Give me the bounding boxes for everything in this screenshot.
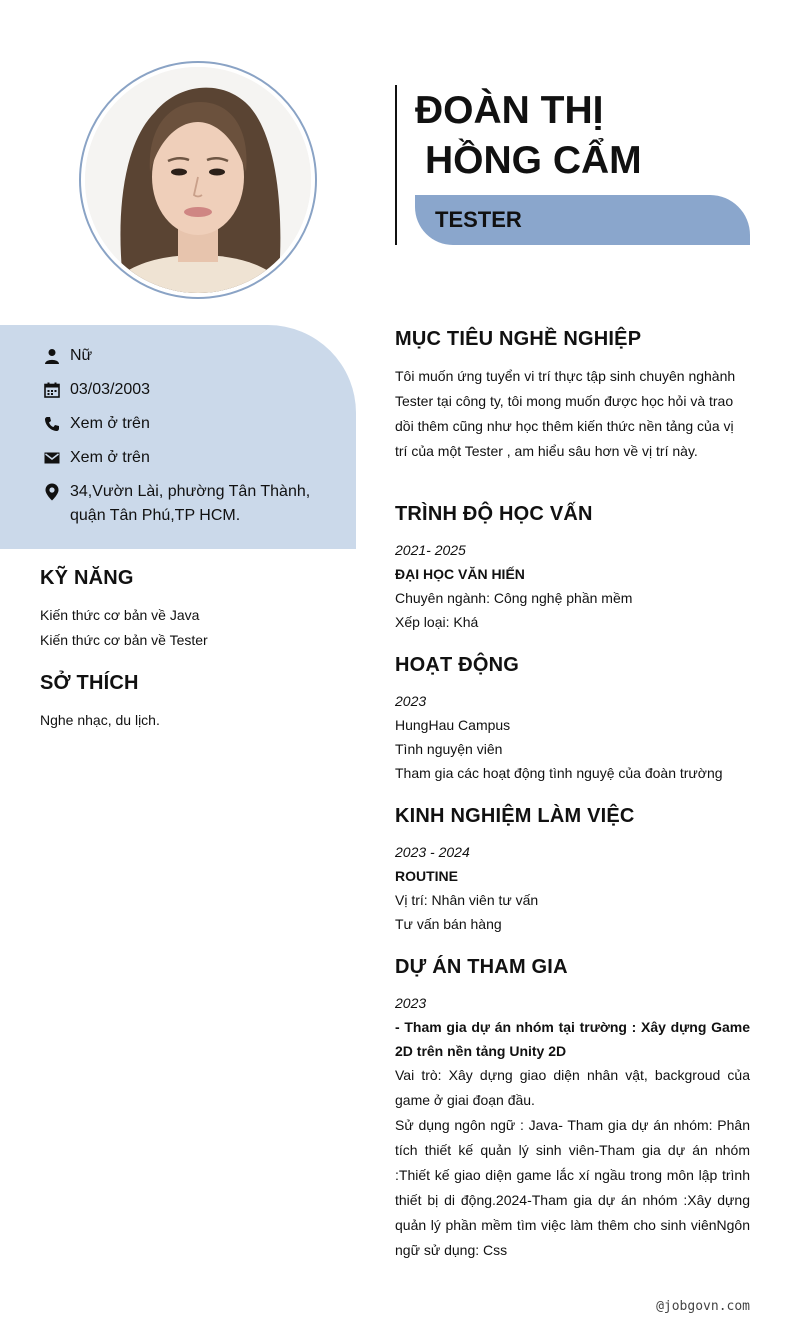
email-text: Xem ở trên: [70, 449, 150, 466]
projects-year: 2023: [395, 995, 427, 1011]
contact-birthday: [43, 378, 330, 402]
experience-company: ROUTINE: [395, 868, 458, 884]
calendar-icon: [43, 378, 61, 402]
experience-position: Vị trí: Nhân viên tư vấn: [395, 892, 539, 908]
experience-desc: Tư vấn bán hàng: [395, 916, 502, 932]
experience-title: KINH NGHIỆM LÀM VIỆC: [395, 805, 635, 827]
portrait-illustration: [85, 67, 311, 293]
avatar: [85, 67, 311, 293]
education-rank: Xếp loại: Khá: [395, 614, 479, 630]
hobbies-title: SỞ THÍCH: [40, 672, 139, 694]
candidate-name: [415, 86, 642, 186]
avatar-frame: [79, 61, 317, 299]
skill-item: Kiến thức cơ bản về Tester: [40, 632, 208, 648]
name-line-2: HỒNG CẨM: [425, 139, 642, 182]
objective-text: Tôi muốn ứng tuyển vi trí thực tập sinh chuyên nghành Tester tại công ty, tôi mong muốn được học hỏi và trao dồi thêm cũng như học thêm kiến thức nền tảng của vị trí của một Tester , am hiểu sâu hơn về vị trí này.: [395, 368, 736, 459]
experience-block: [395, 840, 750, 936]
map-pin-icon: [43, 480, 61, 504]
activities-title: HOẠT ĐỘNG: [395, 654, 520, 676]
activities-block: [395, 689, 750, 785]
person-icon: [43, 344, 61, 368]
projects-name: - Tham gia dự án nhóm tại trường : Xây dựng Game 2D trên nền tảng Unity 2D: [395, 1019, 750, 1059]
role-title: TESTER: [435, 207, 522, 232]
projects-role: Vai trò: Xây dựng giao diện nhân vật, backgroud của game ở giai đoạn đầu.: [395, 1067, 750, 1108]
skills-list: [40, 603, 208, 653]
contact-panel: [0, 325, 356, 549]
watermark: @jobgovn.com: [656, 1299, 750, 1314]
name-line-1: ĐOÀN THỊ: [415, 89, 604, 132]
activities-desc: Tham gia các hoạt động tình nguyệ của đoàn trường: [395, 765, 723, 781]
projects-block: [395, 991, 750, 1263]
experience-period: 2023 - 2024: [395, 844, 470, 860]
activities-role: Tình nguyện viên: [395, 741, 503, 757]
education-school: ĐẠI HỌC VĂN HIẾN: [395, 566, 525, 582]
skill-item: Kiến thức cơ bản về Java: [40, 607, 200, 623]
address-text: 34,Vườn Lài, phường Tân Thành, quận Tân Phú,TP HCM.: [70, 483, 311, 524]
role-banner: [415, 195, 750, 245]
objective-title: MỤC TIÊU NGHỀ NGHIỆP: [395, 328, 642, 350]
education-period: 2021- 2025: [395, 542, 466, 558]
education-block: [395, 538, 750, 634]
name-divider: [395, 85, 397, 245]
contact-address: [43, 480, 330, 528]
phone-text: Xem ở trên: [70, 415, 150, 432]
projects-title: DỰ ÁN THAM GIA: [395, 956, 568, 978]
projects-detail: Sử dụng ngôn ngữ : Java- Tham gia dự án nhóm: Phân tích thiết kế quản lý sinh viên-Tham gia dự án nhóm :Thiết kế giao diện game lắc xí ngầu trong môn lập trình thiết bị di động.2024-Tham gia dự án nhóm :Xây dựng quản lý phần mềm tìm việc làm thêm cho sinh viênNgôn ngữ sử dụng: Css: [395, 1117, 750, 1258]
activities-year: 2023: [395, 693, 427, 709]
mail-icon: [43, 446, 61, 470]
contact-phone: [43, 412, 330, 436]
hobbies-text: Nghe nhạc, du lịch.: [40, 712, 160, 728]
education-major: Chuyên ngành: Công nghệ phần mềm: [395, 590, 633, 606]
birthday-text: 03/03/2003: [70, 381, 151, 398]
skills-title: KỸ NĂNG: [40, 567, 134, 589]
gender-text: Nữ: [70, 347, 93, 364]
education-title: TRÌNH ĐỘ HỌC VẤN: [395, 503, 593, 525]
activities-org: HungHau Campus: [395, 717, 511, 733]
contact-gender: [43, 344, 330, 368]
contact-email: [43, 446, 330, 470]
phone-icon: [43, 412, 61, 436]
